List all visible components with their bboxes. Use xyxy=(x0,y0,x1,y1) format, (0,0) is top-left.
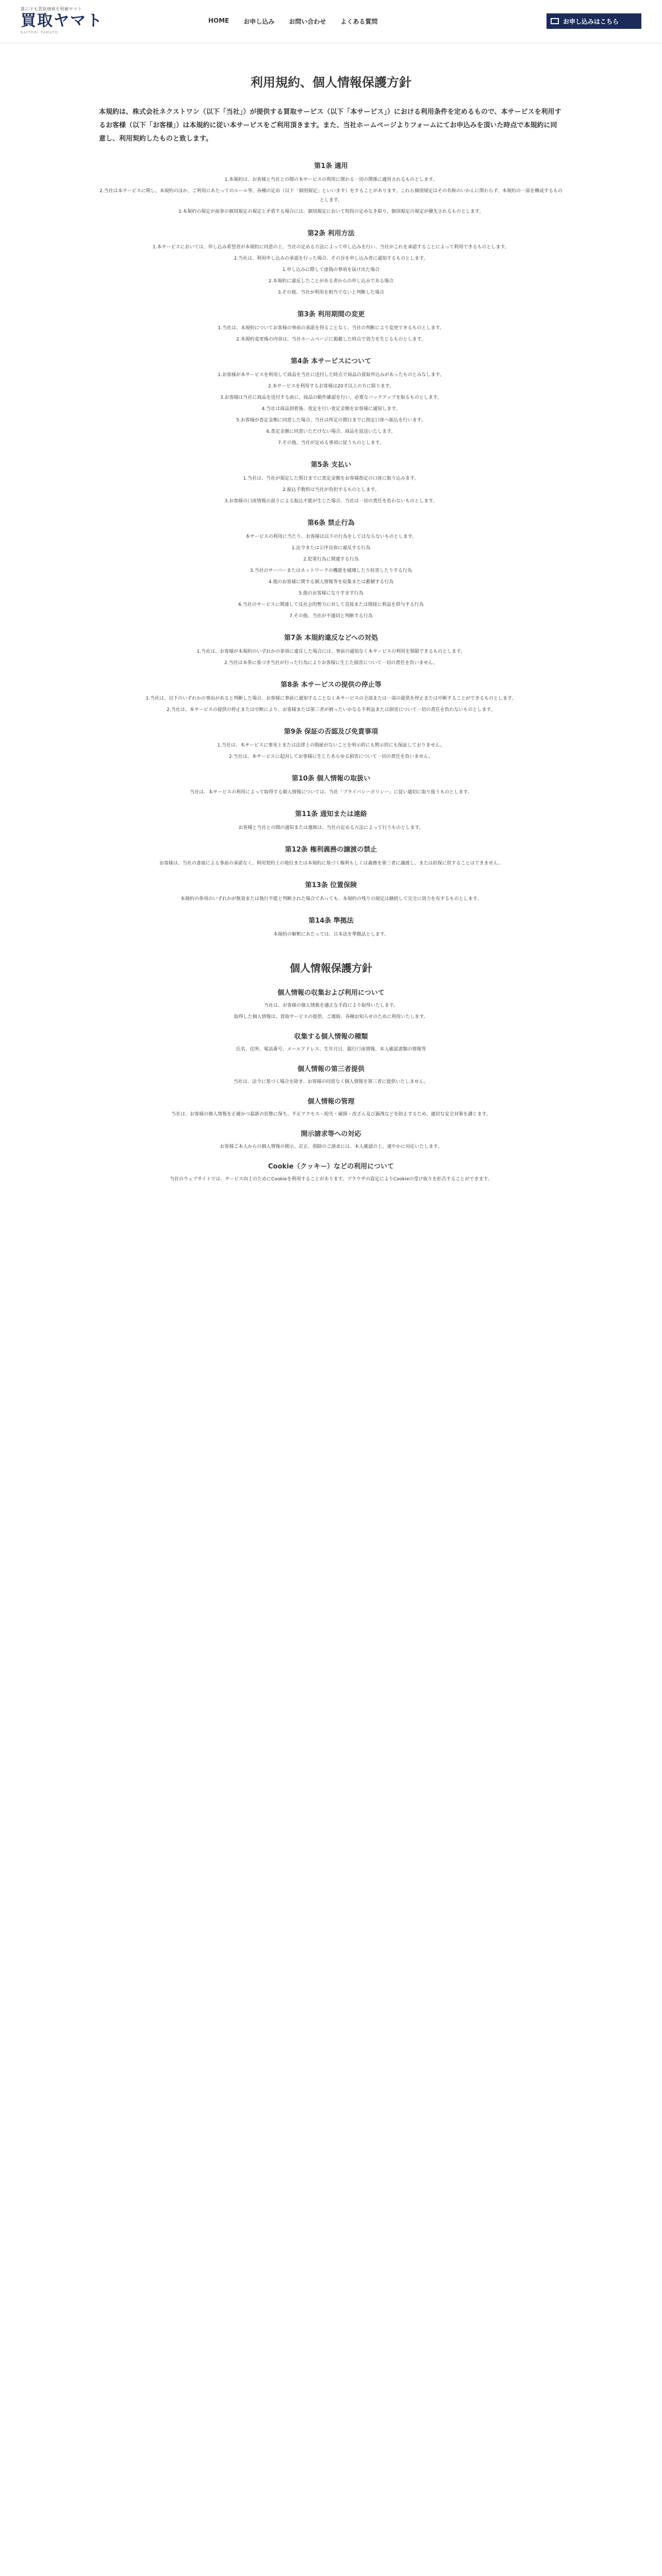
article-paragraph: 1.お客様が本サービスを利用して商品を当社に送付した時点で商品の買取申込みがあったものとみなします。 xyxy=(218,372,444,378)
article-paragraph: 本規約の解釈にあたっては、日本法を準拠法とします。 xyxy=(273,932,389,937)
article-paragraph: 2.本規約変更後の内容は、当社ホームページに掲載した時点で効力を生じるものとします。 xyxy=(236,337,426,342)
privacy-item-paragraph: お客様ご本人からの個人情報の開示、訂正、削除のご請求には、本人確認の上、速やかに対応いたします。 xyxy=(220,1144,442,1149)
privacy-item xyxy=(99,1031,563,1054)
apply-button-label: お申し込みはこちら xyxy=(563,18,619,25)
article-paragraph: 1.当社は、本サービスに事実上または法律上の瑕疵がないことを明示的にも黙示的にも保証しておりません。 xyxy=(217,743,445,748)
article-paragraph: 2.犯罪行為に関連する行為 xyxy=(303,557,359,562)
article xyxy=(99,726,563,761)
privacy-item-paragraph: 当社は、法令に基づく場合を除き、お客様の同意なく個人情報を第三者に提供いたしません。 xyxy=(233,1079,429,1084)
article-paragraph: 2.当社は、利用申し込みの承認を行った場合、その旨を申し込み者に通知するものとします。 xyxy=(234,256,428,261)
article-paragraph: 2.当社は、本サービスの提供の停止または中断により、お客様または第三者が被ったいかなる不利益または損害について一切の責任を負わないものとします。 xyxy=(167,707,495,713)
article-paragraph: 本サービスの利用に当たり、お客様は以下の行為をしてはならないものとします。 xyxy=(245,534,417,539)
article-paragraph: 2.当社は、本サービスに起因してお客様に生じたあらゆる損害について一切の責任を負いません。 xyxy=(229,754,433,759)
article-paragraph: 3.本規約の規定が前条の個別規定の規定と矛盾する場合には、個別規定において特段の定めなき限り、個別規定の規定が優先されるものとします。 xyxy=(178,209,484,214)
article-heading: 第12条 権利義務の譲渡の禁止 xyxy=(285,846,377,854)
article xyxy=(99,679,563,715)
logo[interactable] xyxy=(21,6,113,35)
article xyxy=(99,844,563,868)
article-heading: 第8条 本サービスの提供の停止等 xyxy=(280,681,382,689)
privacy-item xyxy=(99,1096,563,1119)
privacy-item-paragraph: 氏名、住所、電話番号、メールアドレス、生年月日、銀行口座情報、本人確認書類の情報等 xyxy=(236,1047,426,1052)
main-content xyxy=(99,43,563,1214)
article-paragraph: 6.査定金額に同意いただけない場合、商品を返送いたします。 xyxy=(266,429,396,434)
main-nav xyxy=(208,17,377,26)
privacy-item-heading: 収集する個人情報の種類 xyxy=(294,1033,368,1041)
intro-text: 本規約は、株式会社ネクストワン（以下「当社」）が提供する買取サービス（以下「本サービス」）における利用条件を定めるもので、本サービスを利用するお客様（以下「お客様」）は本規約に従い本サービスをご利用頂きます。また、当社ホームページよりフォームにてお申込みを頂いた時点で本規約に同意し、利用契約したものと致します。 xyxy=(99,108,561,143)
article-heading: 第9条 保証の否認及び免責事項 xyxy=(284,728,378,736)
article-paragraph: 2.本規約に違反したことがある者からの申し込みである場合 xyxy=(268,279,394,284)
article xyxy=(99,355,563,448)
logo-subtext: KAITORI YAMATO xyxy=(21,30,58,35)
mail-icon xyxy=(551,18,559,24)
privacy-item-heading: 個人情報の収集および利用について xyxy=(277,989,385,997)
logo-tagline: 誰にでも買取価格を明確ヤマト xyxy=(21,7,82,11)
article-paragraph: 1.当社は、当社が規定した期日までに査定金額をお客様指定の口座に振り込みます。 xyxy=(243,476,419,481)
article xyxy=(99,773,563,797)
article-paragraph: 1.当社は、本規約についてお客様の事前の承諾を得ることなく、当社の判断により変更できるものとします。 xyxy=(218,326,444,331)
article-heading: 第4条 本サービスについて xyxy=(290,358,372,365)
article xyxy=(99,459,563,506)
page-title: 利用規約、個人情報保護方針 xyxy=(251,75,411,90)
article-paragraph: 2.当社は本サービスに関し、本規約のほか、ご利用にあたってのルール等、各種の定め（以下「個別規定」といいます）をすることがあります。これら個別規定はその名称のいかんに関わらず、本規約の一部を構成するものとします。 xyxy=(100,189,562,203)
article-paragraph: 7.その他、当社が不適切と判断する行為 xyxy=(289,614,373,619)
article-paragraph: 3.その他、当社が利用を相当でないと判断した場合 xyxy=(277,290,385,295)
nav-contact[interactable]: お問い合わせ xyxy=(289,18,326,25)
article-paragraph: 2.当社は本条に基づき当社が行った行為によりお客様に生じた損害について一切の責任を負いません。 xyxy=(224,660,438,666)
article-paragraph: 1.本規約は、お客様と当社との間の本サービスの利用に関わる一切の関係に適用されるものとします。 xyxy=(224,177,438,182)
nav-home[interactable]: HOME xyxy=(208,17,229,24)
privacy-sections xyxy=(99,987,563,1184)
article-paragraph: 1.申し込みに際して虚偽の事項を届け出た場合 xyxy=(282,267,380,273)
article xyxy=(99,632,563,668)
privacy-item-heading: 開示請求等への対応 xyxy=(301,1130,361,1138)
article-heading: 第1条 適用 xyxy=(314,162,348,170)
article-paragraph: 1.本サービスにおいては、申し込み希望者が本規約に同意の上、当社の定める方法によって申し込みを行い、当社がこれを承認することによって利用できるものとします。 xyxy=(153,245,509,250)
site-header xyxy=(0,0,662,43)
article-heading: 第3条 利用期間の変更 xyxy=(297,311,365,318)
article xyxy=(99,160,563,216)
privacy-title: 個人情報保護方針 xyxy=(290,962,372,974)
article xyxy=(99,808,563,833)
article-heading: 第14条 準拠法 xyxy=(308,917,354,925)
article-paragraph: 3.お客様の口座情報の誤りによる振込不能が生じた場合、当社は一切の責任を負わないものとします。 xyxy=(224,499,438,504)
nav-apply[interactable]: お申し込み xyxy=(243,18,275,25)
article-paragraph: 5.お客様が査定金額に同意した場合、当社は所定の期日までに指定口座へ振込を行います。 xyxy=(236,418,426,423)
article-paragraph: 7.その他、当社が定める事項に従うものとします。 xyxy=(278,440,384,446)
privacy-item xyxy=(99,987,563,1022)
article xyxy=(99,517,563,621)
article-paragraph: 6.当社のサービスに関連して反社会的勢力に対して直接または間接に利益を供与する行為 xyxy=(238,602,424,607)
article-paragraph: 2.振込手数料は当社が負担するものとします。 xyxy=(283,487,379,493)
article-paragraph: 1.法令または公序良俗に違反する行為 xyxy=(291,546,371,551)
privacy-item xyxy=(99,1128,563,1151)
article-heading: 第13条 位置保険 xyxy=(305,882,357,889)
article-heading: 第7条 本規約違反などへの対処 xyxy=(284,634,378,642)
article xyxy=(99,228,563,297)
logo-text: 買取ヤマト xyxy=(21,12,103,30)
terms-articles xyxy=(99,160,563,939)
article-heading: 第2条 利用方法 xyxy=(307,230,355,238)
nav-faq[interactable]: よくある質問 xyxy=(340,18,378,25)
article-heading: 第5条 支払い xyxy=(310,461,352,469)
article-paragraph: 4.他のお客様に関する個人情報等を収集または蓄積する行為 xyxy=(268,580,394,585)
article xyxy=(99,915,563,939)
article-heading: 第11条 通知または連絡 xyxy=(295,810,367,818)
article-paragraph: 1.当社は、お客様が本規約のいずれかの条項に違反した場合には、事前の通知なく本サービスの利用を制限できるものとします。 xyxy=(196,649,466,654)
article-paragraph: 5.他のお客様になりすます行為 xyxy=(299,591,363,596)
article xyxy=(99,879,563,904)
article-paragraph: 4.当社は商品到着後、査定を行い査定金額をお客様に通知します。 xyxy=(261,406,401,412)
article-paragraph: 2.本サービスを利用するお客様は20才以上の方に限ります。 xyxy=(268,384,394,389)
apply-button[interactable] xyxy=(547,13,641,29)
privacy-item-heading: 個人情報の管理 xyxy=(307,1098,355,1106)
article-paragraph: 当社は、本サービスの利用によって取得する個人情報については、当社「プライバシーポリシー」に従い適切に取り扱うものとします。 xyxy=(190,790,472,795)
article-paragraph: お客様と当社との間の通知または連絡は、当社の定める方法によって行うものとします。 xyxy=(238,825,424,831)
privacy-item-paragraph: 当社のウェブサイトでは、サービス向上のためにCookieを利用することがあります。ブラウザの設定によりCookieの受け取りを拒否することができます。 xyxy=(170,1177,492,1182)
article-heading: 第6条 禁止行為 xyxy=(307,519,355,527)
privacy-item-paragraph: 取得した個人情報は、買取サービスの提供、ご連絡、各種お知らせのために利用いたします。 xyxy=(234,1014,428,1020)
privacy-item-paragraph: 当社は、お客様の個人情報を正確かつ最新の状態に保ち、不正アクセス・紛失・破損・改ざん及び漏洩などを防止するため、適切な安全対策を講じます。 xyxy=(171,1112,491,1117)
article xyxy=(99,309,563,344)
article-paragraph: 1.当社は、以下のいずれかの事由があると判断した場合、お客様に事前に通知することなく本サービスの全部または一部の提供を停止または中断することができるものとします。 xyxy=(145,696,517,701)
article-paragraph: 3.お客様は当社に商品を送付する前に、商品の動作確認を行い、必要なバックアップを取るものとします。 xyxy=(220,395,442,400)
privacy-item xyxy=(99,1161,563,1184)
article-paragraph: お客様は、当社の書面による事前の承諾なく、利用契約上の地位または本規約に基づく権利もしくは義務を第三者に譲渡し、または担保に供することはできません。 xyxy=(159,861,503,866)
privacy-item-paragraph: 当社は、お客様の個人情報を適正な手段により取得いたします。 xyxy=(263,1003,399,1008)
privacy-item-heading: Cookie（クッキー）などの利用について xyxy=(268,1163,394,1171)
article-paragraph: 本規約の条項のいずれかが無効または執行不能と判断された場合であっても、本規約の残りの規定は継続して完全に効力を有するものとします。 xyxy=(180,896,482,902)
article-heading: 第10条 個人情報の取扱い xyxy=(291,775,371,783)
article-paragraph: 3.当社のサーバーまたはネットワークの機能を破壊したり妨害したりする行為 xyxy=(250,568,412,573)
privacy-item xyxy=(99,1063,563,1087)
privacy-item-heading: 個人情報の第三者提供 xyxy=(297,1065,365,1073)
